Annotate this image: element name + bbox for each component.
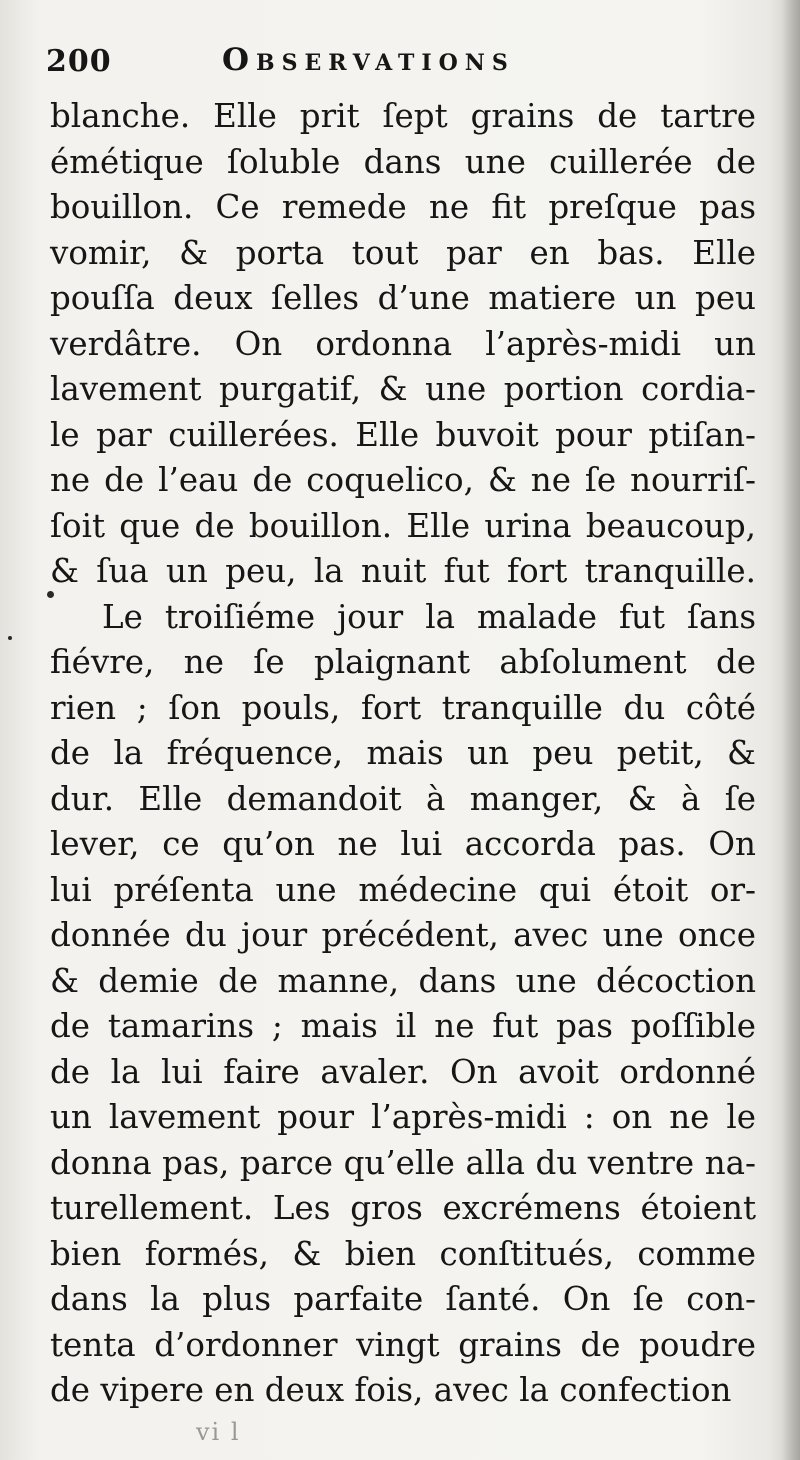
text-line: émétique ſoluble dans une cuillerée de xyxy=(50,142,756,181)
text-line: pouſſa deux ſelles d’une matiere un peu xyxy=(50,279,756,317)
text-line: de tamarins ; mais il ne fut pas poſſible xyxy=(50,1007,756,1045)
text-line: de vipere en deux fois, avec la confection xyxy=(50,1371,732,1409)
text-line: rien ; ſon pouls, fort tranquille du côté xyxy=(50,688,756,727)
text-line: le par cuillerées. Elle buvoit pour ptiſan- xyxy=(50,415,756,454)
text-line: turellement. Les gros excrémens étoient xyxy=(50,1189,756,1227)
text-line: dans la plus parfaite ſanté. On ſe con- xyxy=(50,1280,756,1318)
text-line: ſoit que de bouillon. Elle urina beaucoup, xyxy=(50,506,756,545)
text-line: de la lui faire avaler. On avoit ordonné xyxy=(50,1052,756,1091)
text-line: bien formés, & bien conſtitués, comme xyxy=(50,1234,756,1273)
page-edge-shadow xyxy=(782,0,800,1460)
text-line: donnée du jour précédent, avec une once xyxy=(50,916,756,954)
text-line: & ſua un peu, la nuit fut fort tranquille. xyxy=(50,552,756,590)
text-line: ne de l’eau de coquelico, & ne ſe nourriſ- xyxy=(50,461,756,499)
text-line: donna pas, parce qu’elle alla du ventre na- xyxy=(50,1143,756,1182)
page-number: 200 xyxy=(46,44,112,79)
text-line: verdâtre. On ordonna l’après-midi un xyxy=(50,324,756,363)
paragraph-start-line: Le troiſiéme jour la malade fut ſans xyxy=(102,597,756,636)
running-title: Observations xyxy=(222,42,515,78)
text-line: un lavement pour l’après-midi : on ne le xyxy=(50,1098,756,1136)
text-line: lavement purgatif, & une portion cordia- xyxy=(50,370,756,408)
text-line: blanche. Elle prit ſept grains de tartre xyxy=(50,97,756,135)
page-header xyxy=(46,38,746,88)
text-line: tenta d’ordonner vingt grains de poudre xyxy=(50,1325,756,1364)
text-line: lever, ce qu’on ne lui accorda pas. On xyxy=(50,825,756,863)
text-line: & demie de manne, dans une décoction xyxy=(50,961,756,1000)
faded-catchword: vi l xyxy=(196,1418,241,1446)
body-text xyxy=(50,94,756,1414)
ink-spot xyxy=(8,636,12,640)
text-line: fiévre, ne ſe plaignant abſolument de xyxy=(50,643,756,681)
text-line: lui préſenta une médecine qui étoit or- xyxy=(50,870,756,909)
text-line: vomir, & porta tout par en bas. Elle xyxy=(50,233,756,272)
text-line: bouillon. Ce remede ne fit preſque pas xyxy=(50,188,756,226)
text-line: de la fréquence, mais un peu petit, & xyxy=(50,734,756,772)
text-line: dur. Elle demandoit à manger, & à ſe xyxy=(50,779,756,818)
ink-spot xyxy=(47,591,54,598)
